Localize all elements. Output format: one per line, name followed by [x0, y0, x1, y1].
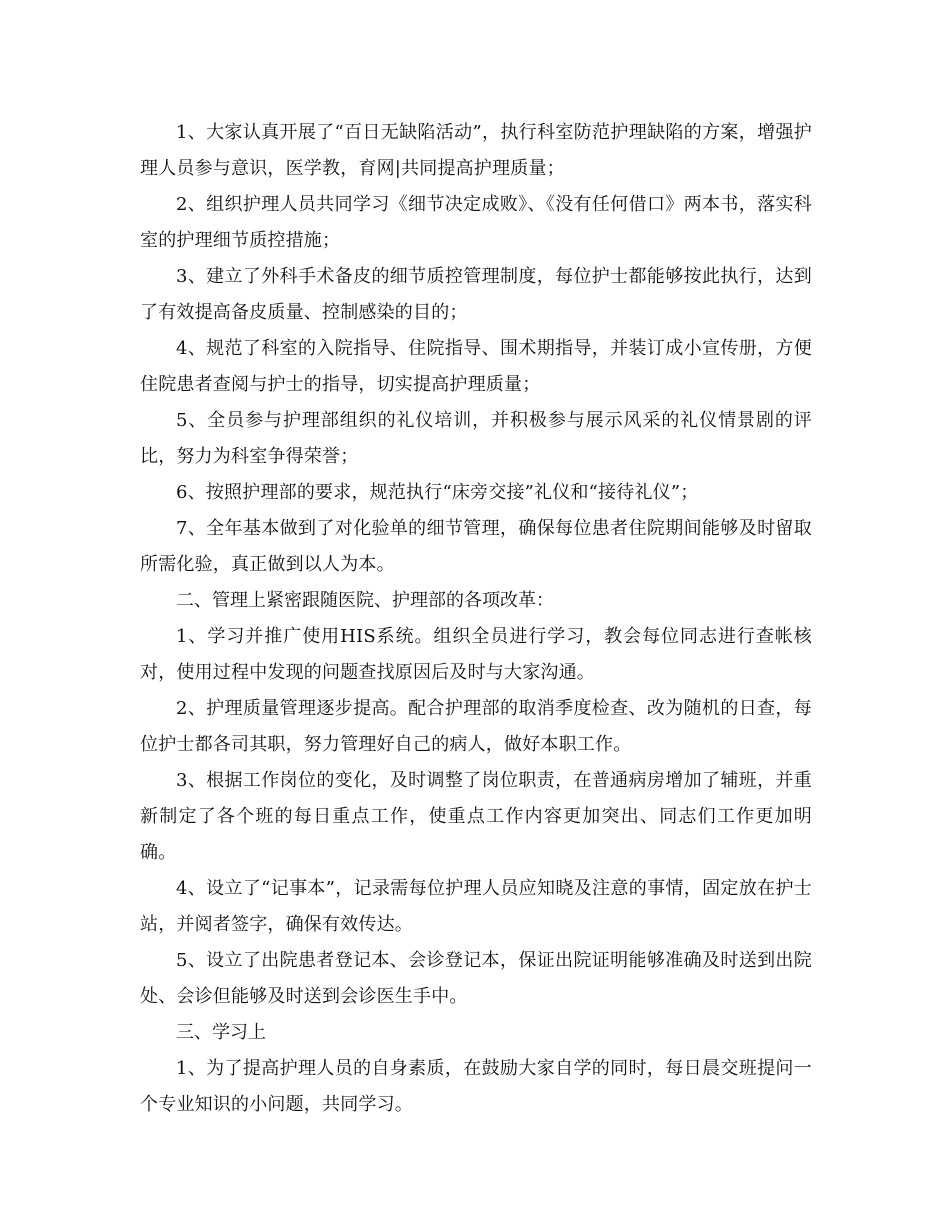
paragraph-7: 7、全年基本做到了对化验单的细节管理，确保每位患者住院期间能够及时留取所需化验，真正做到以人为本。 [140, 518, 812, 575]
section-heading-management: 二、管理上紧密跟随医院、护理部的各项改革： [176, 590, 554, 611]
paragraph-3: 3、建立了外科手术备皮的细节质控管理制度，每位护士都能够按此执行，达到了有效提高备皮质量、控制感染的目的； [140, 266, 812, 323]
section-heading-learning: 三、学习上 [176, 1022, 266, 1043]
paragraph-11: 4、设立了“记事本”，记录需每位护理人员应知晓及注意的事情，固定放在护士站，并阅者签字，确保有效传达。 [140, 878, 812, 935]
paragraph-10: 3、根据工作岗位的变化，及时调整了岗位职责，在普通病房增加了辅班，并重新制定了各个班的每日重点工作，使重点工作内容更加突出、同志们工作更加明确。 [140, 770, 812, 863]
paragraph-12: 5、设立了出院患者登记本、会诊登记本，保证出院证明能够准确及时送到出院处、会诊但能够及时送到会诊医生手中。 [140, 950, 812, 1007]
paragraph-2: 2、组织护理人员共同学习《细节决定成败》、《没有任何借口》两本书，落实科室的护理细节质控措施； [140, 194, 812, 251]
paragraph-1: 1、大家认真开展了“百日无缺陷活动”，执行科室防范护理缺陷的方案，增强护理人员参与意识，医学教，育网|共同提高护理质量； [140, 122, 812, 179]
paragraph-8: 1、学习并推广使用HIS系统。组织全员进行学习，教会每位同志进行查帐核对，使用过程中发现的问题查找原因后及时与大家沟通。 [140, 626, 812, 683]
paragraph-13: 1、为了提高护理人员的自身素质，在鼓励大家自学的同时，每日晨交班提问一个专业知识的小问题，共同学习。 [140, 1058, 812, 1115]
paragraph-4: 4、规范了科室的入院指导、住院指导、围术期指导，并装订成小宣传册，方便住院患者查阅与护士的指导，切实提高护理质量； [140, 338, 812, 395]
paragraph-9: 2、护理质量管理逐步提高。配合护理部的取消季度检查、改为随机的日查，每位护士都各司其职，努力管理好自己的病人，做好本职工作。 [140, 698, 812, 755]
paragraph-5: 5、全员参与护理部组织的礼仪培训，并积极参与展示风采的礼仪情景剧的评比，努力为科室争得荣誉； [140, 410, 812, 467]
document-body [140, 115, 812, 1123]
paragraph-6: 6、按照护理部的要求，规范执行“床旁交接”礼仪和“接待礼仪”； [176, 482, 699, 503]
